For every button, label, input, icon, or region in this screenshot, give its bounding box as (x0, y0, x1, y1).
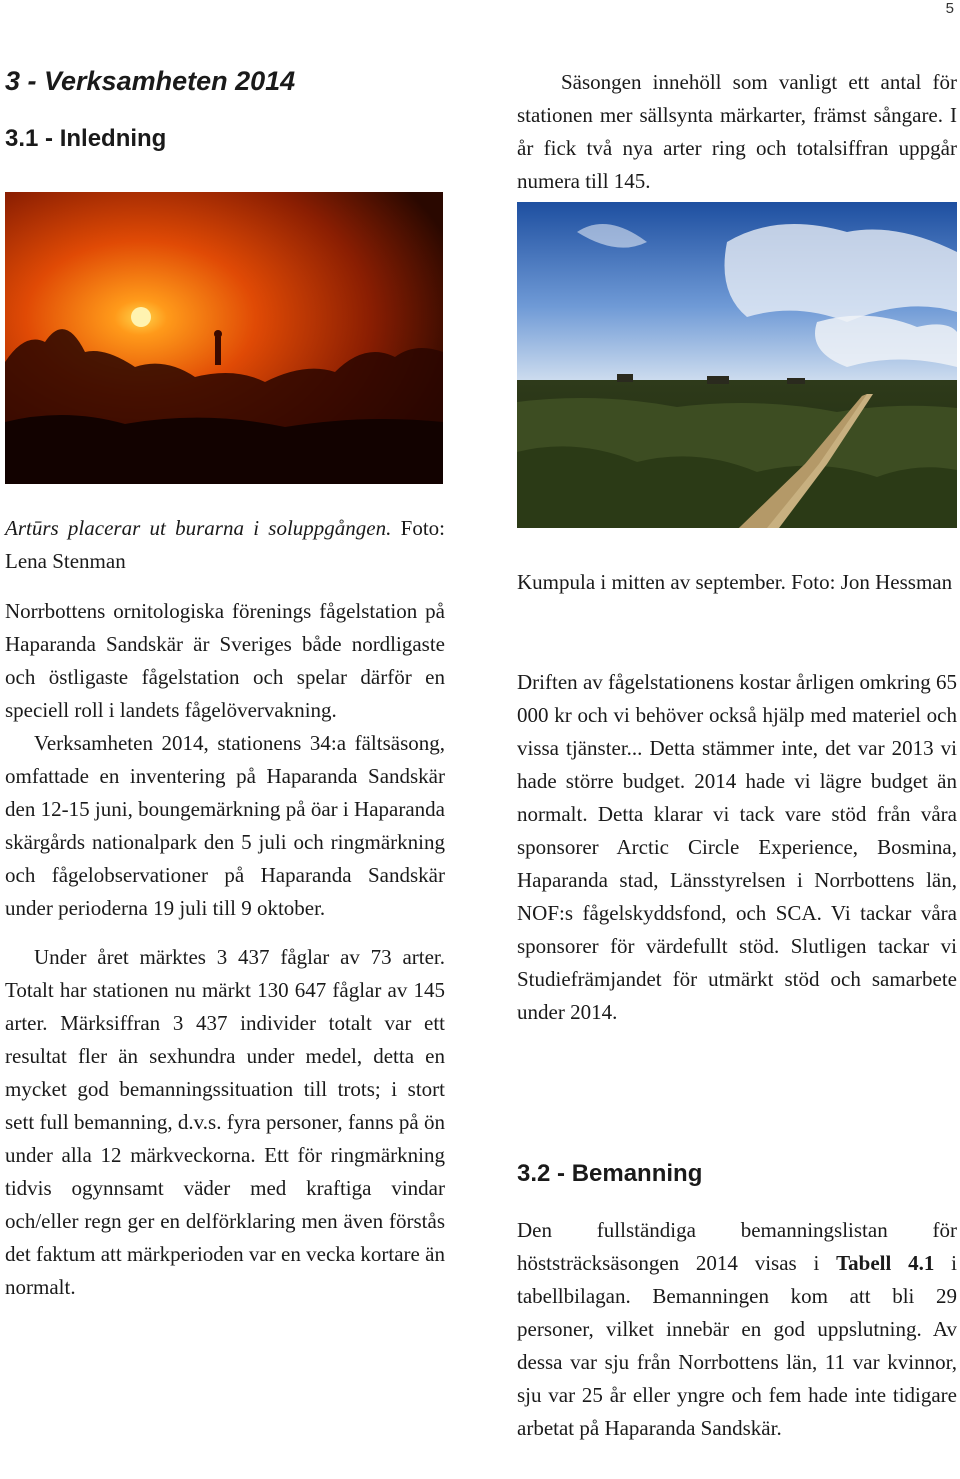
left-body (5, 595, 445, 1304)
paragraph: Norrbottens ornitologiska förenings fågelstation på Haparanda Sandskär är Sveriges både nordligaste och östligaste fågelstation och spelar därför en speciell roll i landets fågelövervakning. (5, 599, 445, 722)
paragraph: Under året märktes 3 437 fåglar av 73 arter. Totalt har stationen nu märkt 130 647 fåglar av 145 arter. Märksiffran 3 437 individer totalt var ett resultat fler än sexhundra under medel, detta en mycket god bemanningssituation till trots; i stort sett full bemanning, d.v.s. fyra personer, fanns på ön under alla 12 märkveckorna. Ett för ringmärkning tidvis ogynnsamt väder med kraftiga vindar och/eller regn ger en delförklaring men även förstås det faktum att märkperioden var en vecka kortare än normalt. (5, 945, 445, 1299)
section-heading: 3 - Verksamheten 2014 (5, 66, 296, 96)
section2-heading: 3.2 - Bemanning (517, 1160, 703, 1187)
section2-text-continued: i tabellbilagan. Bemanningen kom att bli 29 personer, vilket innebär en god uppslutning. Av dessa var sju från Norrbottens län, 11 var kvinnor, sju var 25 år eller yngre och fem hade inte tidigare arbetat på Haparanda Sandskär. (517, 1251, 957, 1440)
boardwalk-photo (517, 202, 957, 528)
section-heading-block (5, 66, 445, 153)
paragraph: Verksamheten 2014, stationens 34:a fältsäsong, omfattade en inventering på Haparanda Sandskär den 12-15 juni, boungemärkning på öar i Haparanda skärgårds nationalpark den 5 juli och ringmärkning och fågelobservationer på Haparanda Sandskär under perioderna 19 juli till 9 oktober. (5, 731, 445, 920)
photo-right-caption: Kumpula i mitten av september. Foto: Jon Hessman (517, 570, 953, 594)
photo-left-caption (5, 512, 445, 578)
table-reference: Tabell 4.1 (836, 1251, 935, 1275)
section2-heading-block (517, 1160, 957, 1188)
section2-text: Den fullständiga bemanningslistan för höststräcksäsongen 2014 visas i (517, 1218, 957, 1275)
sunrise-photo (5, 192, 443, 484)
photo-left-caption-text: Artūrs placerar ut burarna i soluppgången. (5, 516, 392, 540)
page-number: 5 (945, 0, 954, 17)
right-body-paragraph: Driften av fågelstationens kostar årligen omkring 65 000 kr och vi behöver också hjälp med materiel och vissa tjänster... Detta stämmer inte, det var 2013 vi hade större budget. 2014 hade vi lägre budget än normalt. Detta klarar vi tack vare stöd från våra sponsorer Arctic Circle Experience, Bosmina, Haparanda stad, Länsstyrelsen i Norrbottens län, NOF:s fågelskyddsfond, och SCA. Vi tackar våra sponsorer för värdefullt stöd. Slutligen tackar vi Studiefrämjandet för utmärkt stöd och samarbete under 2014. (517, 670, 957, 1024)
section-subheading: 3.1 - Inledning (5, 125, 167, 152)
right-intro-paragraph: Säsongen innehöll som vanligt ett antal för stationen mer sällsynta märkarter, främst sångare. I år fick två nya arter ring och totalsiffran uppgår numera till 145. (517, 70, 957, 193)
photo-left-credit: Foto: Lena Stenman (5, 516, 445, 573)
section2-paragraph (517, 1214, 957, 1445)
